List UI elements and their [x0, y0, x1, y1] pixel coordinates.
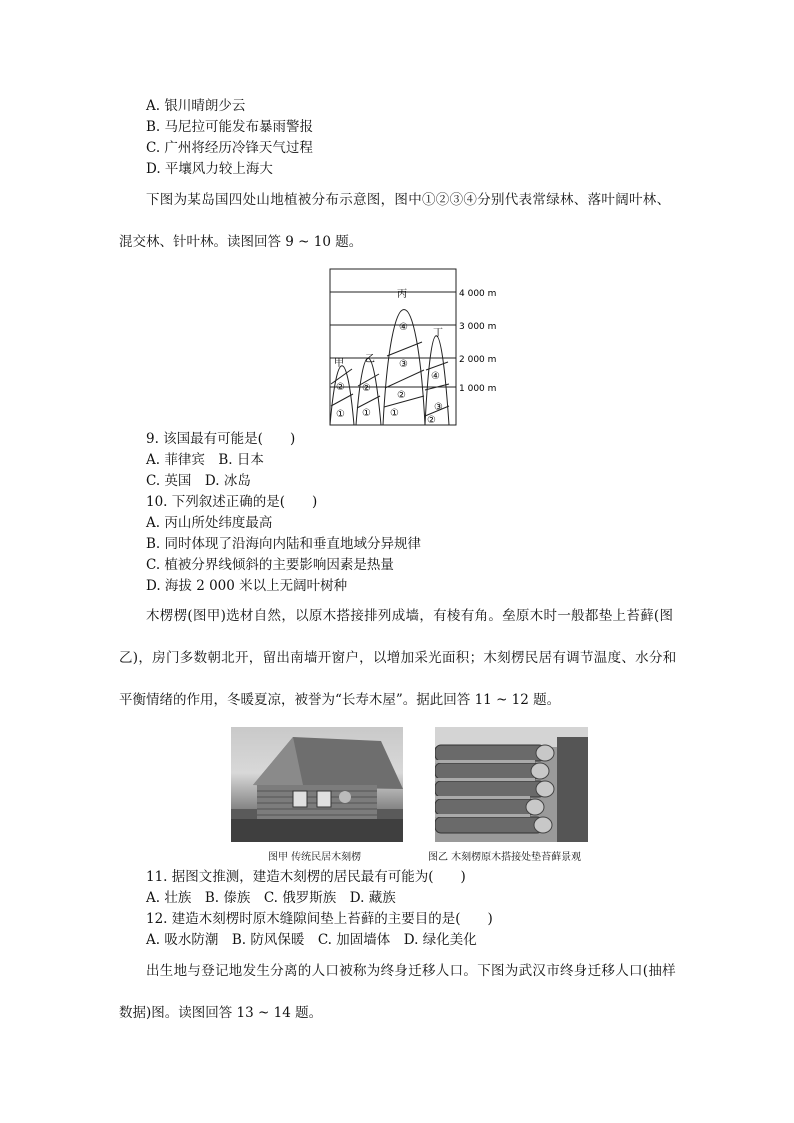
q10-option-d: D. 海拔 2 000 米以上无阔叶树种 — [146, 578, 348, 594]
intro-13-14-line1: 出生地与登记地发生分离的人口被称为终身迁移人口。下图为武汉市终身迁移人口(抽样 — [146, 963, 676, 979]
zone-marker: ① — [390, 408, 399, 419]
intro-13-14-line2: 数据)图。读图回答 13 ~ 14 题。 — [119, 1005, 323, 1021]
q10-option-a: A. 丙山所处纬度最高 — [146, 515, 273, 531]
photo-log-joints — [435, 727, 588, 842]
q9-options-line2: C. 英国 D. 冰岛 — [146, 473, 251, 489]
mountain-label-ding: 丁 — [433, 328, 443, 339]
q10-option-c: C. 植被分界线倾斜的主要影响因素是热量 — [146, 557, 394, 573]
q12-stem: 12. 建造木刻楞时原木缝隙间垫上苔藓的主要目的是( ) — [146, 911, 493, 927]
zone-marker: ① — [336, 409, 345, 420]
q12-options: A. 吸水防潮 B. 防风保暖 C. 加固墙体 D. 绿化美化 — [146, 932, 477, 948]
zone-marker: ④ — [399, 322, 408, 333]
q10-option-b: B. 同时体现了沿海向内陆和垂直地域分异规律 — [146, 536, 422, 552]
photo-b-caption: 图乙 木刻楞原木搭接处垫苔藓景观 — [428, 852, 582, 863]
intro-11-12-line3: 平衡情绪的作用，冬暖夏凉，被誉为“长寿木屋”。据此回答 11 ~ 12 题。 — [119, 692, 561, 708]
elev-label-4000: 4 000 m — [459, 289, 497, 299]
photo-log-house — [231, 727, 403, 842]
intro-9-10-line2: 混交林、针叶林。读图回答 9 ~ 10 题。 — [119, 234, 363, 250]
zone-marker: ② — [397, 390, 406, 401]
vegetation-diagram — [325, 266, 515, 428]
intro-9-10-line1: 下图为某岛国四处山地植被分布示意图，图中①②③④分别代表常绿林、落叶阔叶林、 — [146, 192, 671, 208]
mountain-label-jia: 甲 — [334, 358, 344, 369]
zone-marker: ② — [362, 383, 371, 394]
zone-marker: ③ — [399, 359, 408, 370]
q11-stem: 11. 据图文推测，建造木刻楞的居民最有可能为( ) — [146, 869, 466, 885]
q8-option-d: D. 平壤风力较上海大 — [146, 161, 273, 177]
zone-marker: ② — [336, 382, 345, 393]
q8-option-c: C. 广州将经历冷锋天气过程 — [146, 140, 313, 156]
zone-marker: ③ — [434, 402, 443, 413]
zone-marker: ① — [362, 408, 371, 419]
intro-11-12-line1: 木楞楞(图甲)选材自然，以原木搭接排列成墙，有棱有角。垒原木时一般都垫上苔藓(图 — [146, 608, 674, 624]
elev-label-3000: 3 000 m — [459, 322, 497, 332]
zone-marker: ② — [427, 415, 436, 426]
q9-stem: 9. 该国最有可能是( ) — [146, 431, 296, 447]
q10-stem: 10. 下列叙述正确的是( ) — [146, 494, 318, 510]
intro-11-12-line2: 乙)，房门多数朝北开，留出南墙开窗户，以增加采光面积；木刻楞民居有调节温度、水分和 — [119, 650, 677, 666]
photo-a-caption: 图甲 传统民居木刻楞 — [268, 852, 362, 863]
q11-options: A. 壮族 B. 傣族 C. 俄罗斯族 D. 藏族 — [146, 890, 396, 906]
mountain-label-yi: 乙 — [365, 354, 375, 365]
zone-marker: ④ — [431, 371, 440, 382]
q8-option-b: B. 马尼拉可能发布暴雨警报 — [146, 119, 314, 135]
q8-option-a: A. 银川晴朗少云 — [146, 98, 246, 114]
elev-label-2000: 2 000 m — [459, 355, 497, 365]
q9-options-line1: A. 菲律宾 B. 日本 — [146, 452, 264, 468]
mountain-label-bing: 丙 — [397, 289, 407, 300]
elev-label-1000: 1 000 m — [459, 384, 497, 394]
